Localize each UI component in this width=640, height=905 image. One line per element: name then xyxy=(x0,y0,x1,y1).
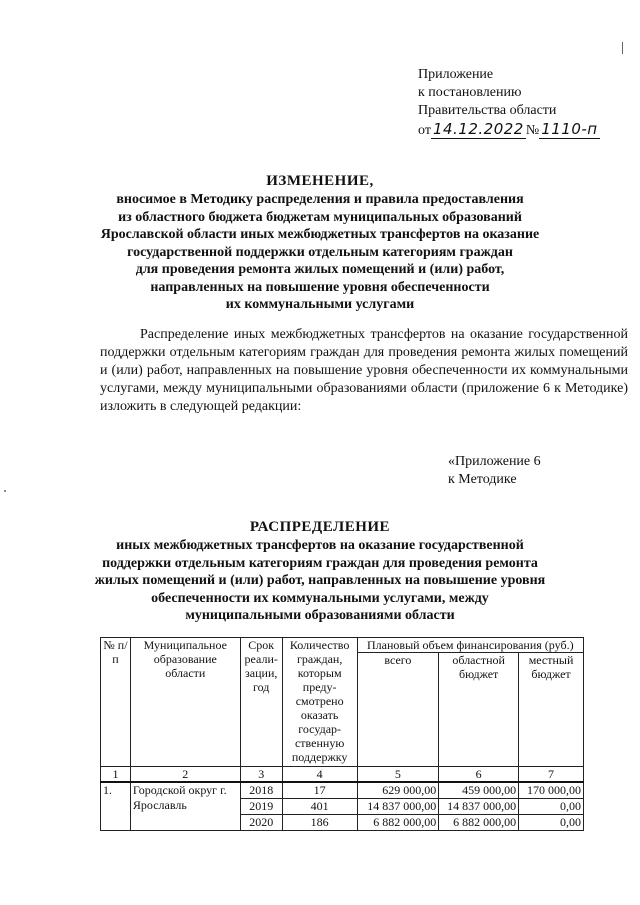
row-regional: 14 837 000,00 xyxy=(439,799,519,815)
header-term: Срок реали-зации, год xyxy=(240,638,282,767)
subtitle-line: муниципальными образованиями области xyxy=(185,608,455,623)
appendix-line: Приложение xyxy=(418,67,494,82)
handwritten-number: 1110-п xyxy=(541,120,598,138)
column-number: 7 xyxy=(519,767,584,783)
table-header-row xyxy=(101,638,584,653)
row-count: 401 xyxy=(282,799,357,815)
row-year: 2018 xyxy=(240,782,282,799)
distribution-title: РАСПРЕДЕЛЕНИЕ xyxy=(249,519,391,535)
subtitle-line: поддержки отдельным категориям граждан для проведения ремонта xyxy=(102,555,538,571)
subtitle-line: вносимое в Методику распределения и правила предоставления xyxy=(116,192,524,207)
column-number: 3 xyxy=(240,767,282,783)
row-num: 1. xyxy=(101,782,131,831)
row-year: 2020 xyxy=(240,815,282,831)
column-numbers-row xyxy=(101,767,584,783)
row-local: 0,00 xyxy=(519,799,584,815)
subtitle-line: для проведения ремонта жилых помещений и (или) работ, xyxy=(135,262,505,277)
row-local: 0,00 xyxy=(519,815,584,831)
number-sign: № xyxy=(525,123,540,138)
row-regional: 6 882 000,00 xyxy=(439,815,519,831)
subtitle-line: обеспеченности их коммунальными услугами, между xyxy=(151,590,489,606)
row-total: 14 837 000,00 xyxy=(357,799,439,815)
header-regional: областной бюджет xyxy=(439,653,519,767)
change-title: ИЗМЕНЕНИЕ, xyxy=(266,173,374,189)
header-num: № п/п xyxy=(101,638,131,767)
distribution-table xyxy=(100,637,584,831)
appendix-ref-line: к Методике xyxy=(448,472,517,487)
scan-dot-mark xyxy=(4,490,6,492)
body-paragraph: Распределение иных межбюджетных трансфертов на оказание государственной поддержки отдельным категориям граждан для проведения ремонта жилых помещений и (или) работ, направленных на повышение уровня обеспеченности их коммунальными услугами, между муниципальными образованиями области (приложение 6 к Методике) изложить в следующей редакции: xyxy=(100,327,628,414)
header-total: всего xyxy=(357,653,439,767)
appendix-line: к постановлению xyxy=(418,85,522,100)
row-count: 186 xyxy=(282,815,357,831)
header-local: местный бюджет xyxy=(519,653,584,767)
column-number: 4 xyxy=(282,767,357,783)
row-count: 17 xyxy=(282,782,357,799)
subtitle-line: направленных на повышение уровня обеспеченности xyxy=(150,279,490,295)
header-count: Количество граждан, которым преду-смотрено оказать государ-ственную поддержку xyxy=(282,638,357,767)
appendix-header xyxy=(418,66,628,140)
appendix-date-line xyxy=(418,120,628,140)
subtitle-line: жилых помещений и (или) работ, направленных на повышение уровня xyxy=(94,573,546,588)
distribution-subtitle xyxy=(40,537,600,625)
row-regional: 459 000,00 xyxy=(439,782,519,799)
row-year: 2019 xyxy=(240,799,282,815)
column-number: 1 xyxy=(101,767,131,783)
column-number: 6 xyxy=(439,767,519,783)
date-prefix: от xyxy=(418,123,431,138)
row-local: 170 000,00 xyxy=(519,782,584,799)
header-plan: Плановый объем финансирования (руб.) xyxy=(357,638,583,653)
column-number: 2 xyxy=(130,767,240,783)
appendix-reference xyxy=(448,453,541,489)
change-subtitle xyxy=(40,191,600,314)
appendix-ref-line: «Приложение 6 xyxy=(448,454,541,469)
subtitle-line: Ярославской области иных межбюджетных трансфертов на оказание xyxy=(100,227,540,242)
column-number: 5 xyxy=(357,767,439,783)
row-municipality: Городской округ г. Ярославль xyxy=(130,782,240,831)
appendix-line: Правительства области xyxy=(418,103,557,118)
header-municipality: Муниципальное образование области xyxy=(130,638,240,767)
subtitle-line: из областного бюджета бюджетам муниципальных образований xyxy=(118,209,522,225)
table-row xyxy=(101,782,584,799)
subtitle-line: государственной поддержки отдельным категориям граждан xyxy=(127,244,513,260)
subtitle-line: иных межбюджетных трансфертов на оказание государственной xyxy=(116,538,524,553)
row-total: 629 000,00 xyxy=(357,782,439,799)
row-total: 6 882 000,00 xyxy=(357,815,439,831)
scan-edge-mark xyxy=(622,42,623,54)
subtitle-line: их коммунальными услугами xyxy=(225,297,415,312)
handwritten-date: 14.12.2022 xyxy=(432,120,524,138)
